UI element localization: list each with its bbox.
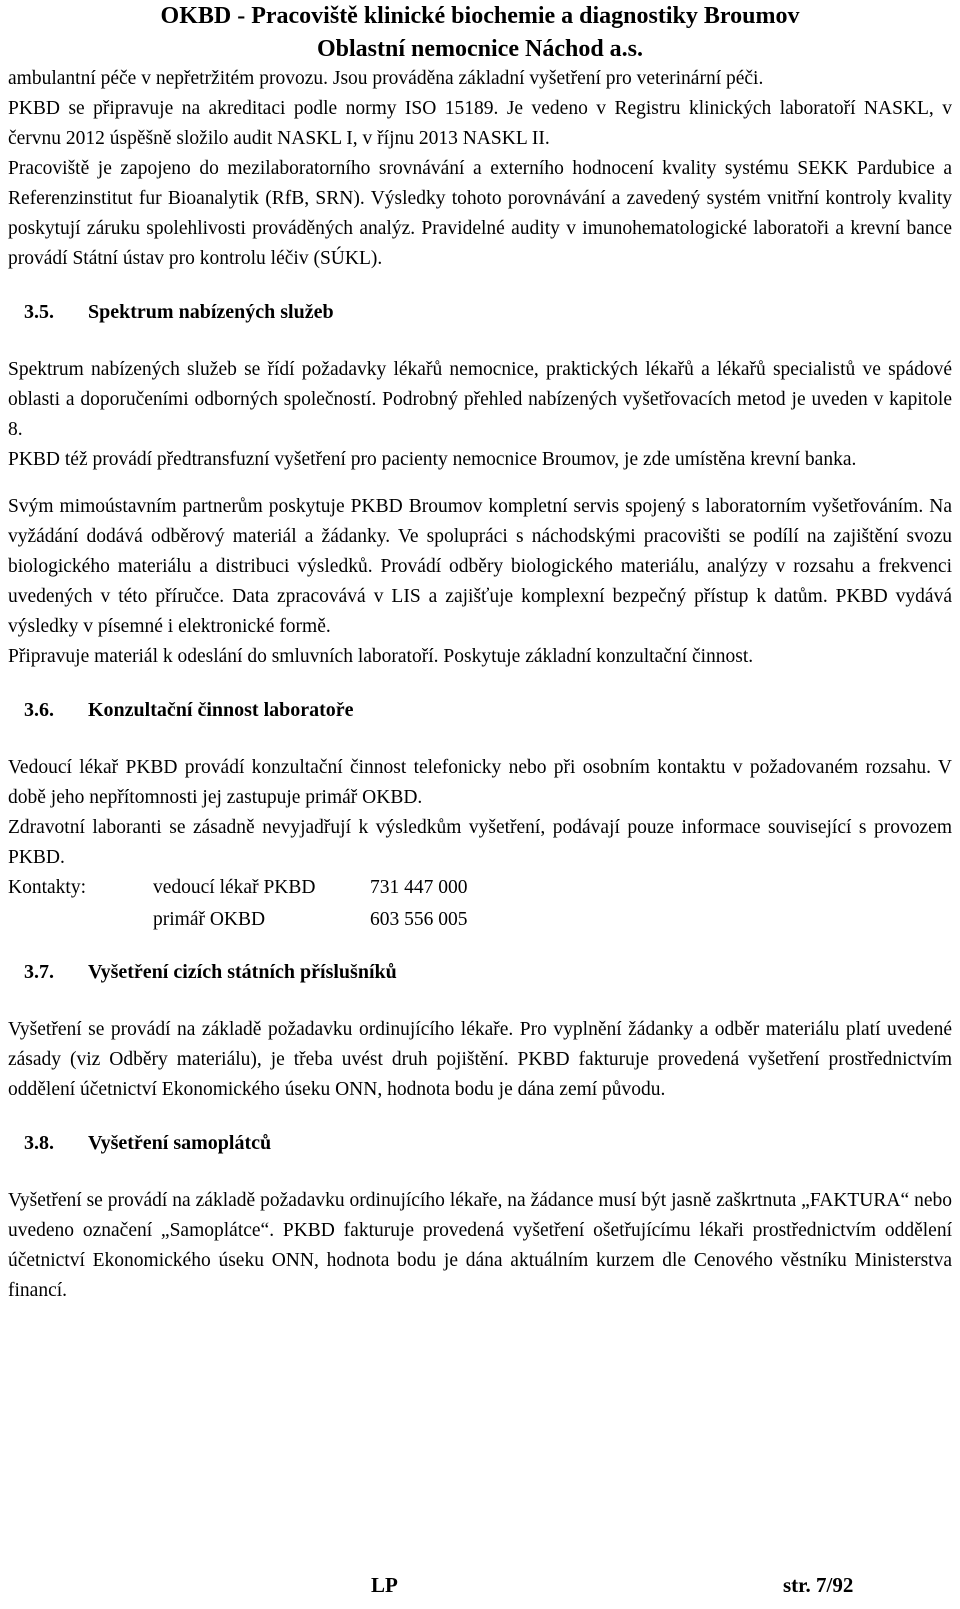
s37-paragraph-1: Vyšetření se provádí na základě požadavku ordinujícího lékaře. Pro vyplnění žádanky a odběr materiálu platí uvedené zásady (viz Odběry materiálu), je třeba uvést druh pojištění. PKBD fakturuje provedená vyšetření prostřednictvím oddělení účetnictví Ekonomického úseku ONN, hodnota bodu je dána zemí původu. — [8, 1019, 952, 1100]
section-title: Konzultační činnost laboratoře — [88, 699, 354, 721]
contact-row — [8, 873, 952, 905]
section-heading-3-8 — [8, 1128, 952, 1158]
page-header — [0, 0, 960, 66]
contact-phone: 731 447 000 — [370, 877, 468, 898]
contacts-label: Kontakty: — [8, 877, 86, 898]
contacts-table — [8, 873, 952, 937]
section-title: Vyšetření cizích státních příslušníků — [88, 961, 397, 983]
contact-phone: 603 556 005 — [370, 909, 468, 930]
contact-row — [8, 905, 952, 937]
intro-paragraph-3: Pracoviště je zapojeno do mezilaboratorního srovnávání a externího hodnocení kvality systému SEKK Pardubice a Referenzinstitut fur Bioanalytik (RfB, SRN). Výsledky tohoto porovnávání a zavedený systém vnitřní kontroly kvality poskytují záruku spolehlivosti prováděných analýz. Pravidelné audity v imunohematologické laboratoři a krevní bance provádí Státní ústav pro kontrolu léčiv (SÚKL). — [8, 158, 952, 269]
contact-role: primář OKBD — [153, 909, 266, 930]
s35-paragraph-3: Svým mimoústavním partnerům poskytuje PKBD Broumov kompletní servis spojený s laboratorním vyšetřováním. Na vyžádání dodává odběrový materiál a žádanky. Ve spolupráci s náchodskými pracovišti se podílí na zajištění svozu biologického materiálu a distribuci výsledků. Provádí odběry biologického materiálu, analýzy v rozsahu a frekvenci uvedených v této příručce. Data zpracovává v LIS a zajišťuje komplexní bezpečný přístup k datům. PKBD vydává výsledky v písemné i elektronické formě. — [8, 496, 952, 637]
section-title: Vyšetření samoplátců — [88, 1132, 272, 1154]
section-number: 3.7. — [24, 961, 54, 983]
s35-paragraph-2: PKBD též provádí předtransfuzní vyšetření pro pacienty nemocnice Broumov, je zde umístěna krevní banka. — [8, 449, 857, 470]
section-heading-3-7 — [8, 957, 952, 987]
s36-paragraph-1: Vedoucí lékař PKBD provádí konzultační činnost telefonicky nebo při osobním kontaktu v požadovaném rozsahu. V době jeho nepřítomnosti jej zastupuje primář OKBD. — [8, 757, 952, 808]
header-title-line2: Oblastní nemocnice Náchod a.s. — [316, 36, 643, 62]
section-number: 3.8. — [24, 1132, 54, 1154]
s38-paragraph-1: Vyšetření se provádí na základě požadavku ordinujícího lékaře, na žádance musí být jasně zaškrtnuta „FAKTURA“ nebo uvedeno označení „Samoplátce“. PKBD fakturuje provedená vyšetření ošetřujícímu lékaři prostřednictvím oddělení účetnictví Ekonomického úseku ONN, hodnota bodu je dána aktuálním kurzem dle Cenového věstníku Ministerstva financí. — [8, 1190, 952, 1301]
intro-paragraph-1: ambulantní péče v nepřetržitém provozu. Jsou prováděna základní vyšetření pro veterinární péči. — [8, 68, 764, 89]
contact-role: vedoucí lékař PKBD — [153, 877, 316, 898]
section-heading-3-5 — [8, 297, 952, 327]
intro-paragraph-2: PKBD se připravuje na akreditaci podle normy ISO 15189. Je vedeno v Registru klinických laboratoří NASKL, v červnu 2012 úspěšně složilo audit NASKL I, v říjnu 2013 NASKL II. — [8, 98, 952, 149]
s35-paragraph-1: Spektrum nabízených služeb se řídí požadavky lékařů nemocnice, praktických lékařů a lékařů specialistů ve spádové oblasti a doporučeními odborných společností. Podrobný přehled nabízených vyšetřovacích metod je uveden v kapitole 8. — [8, 359, 952, 440]
section-title: Spektrum nabízených služeb — [88, 301, 334, 323]
s36-paragraph-2: Zdravotní laboranti se zásadně nevyjadřují k výsledkům vyšetření, podávají pouze informace související s provozem PKBD. — [8, 817, 952, 868]
footer-doc-code: LP — [371, 1573, 398, 1597]
section-number: 3.5. — [24, 301, 54, 323]
document-body — [8, 64, 952, 1306]
s35-paragraph-4: Připravuje materiál k odeslání do smluvních laboratoří. Poskytuje základní konzultační činnost. — [8, 646, 754, 667]
section-number: 3.6. — [24, 699, 54, 721]
header-title-line1: OKBD - Pracoviště klinické biochemie a diagnostiky Broumov — [160, 3, 800, 29]
page-footer — [0, 1573, 960, 1603]
page-number: str. 7/92 — [783, 1573, 854, 1597]
section-heading-3-6 — [8, 695, 952, 725]
